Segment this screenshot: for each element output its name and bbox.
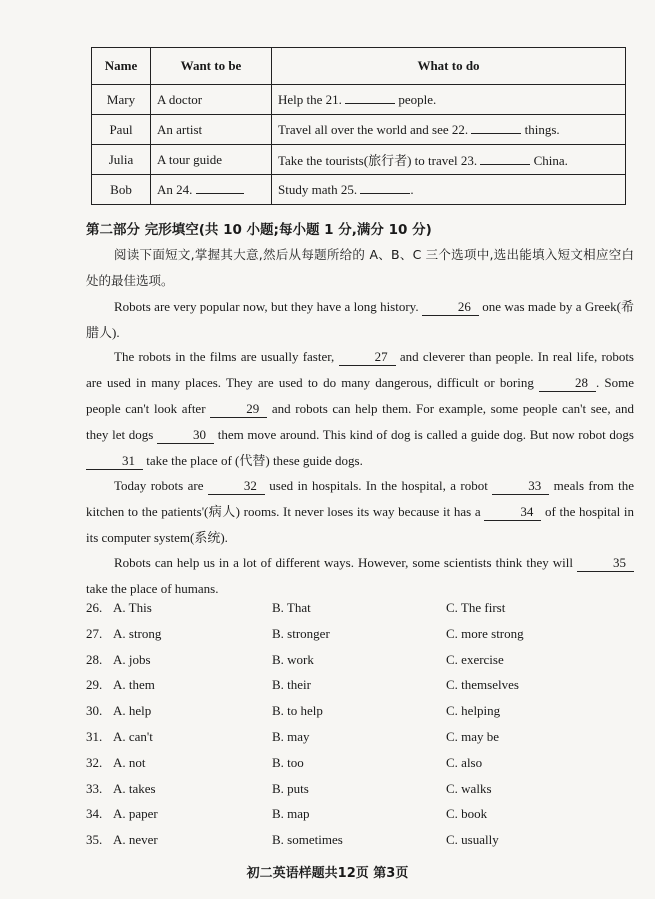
answer-options (86, 600, 636, 858)
passage-text: used in hospitals. In the hospital, a robot (264, 478, 493, 493)
passage-text: take the place of (代替) these guide dogs. (143, 453, 363, 468)
option-c[interactable]: C. The first (446, 600, 506, 615)
question-number: 35. (86, 832, 103, 848)
option-b[interactable]: B. That (272, 600, 311, 615)
header-want: Want to be (151, 48, 272, 85)
option-c[interactable]: C. helping (446, 703, 501, 719)
question-number: 33. (86, 780, 103, 796)
todo-text: China. (533, 153, 568, 168)
header-name: Name (92, 48, 151, 85)
header-todo: What to do (272, 48, 626, 85)
answer-blank[interactable] (360, 181, 410, 194)
blank-number[interactable]: 29 (210, 401, 267, 418)
passage-paragraph-4 (86, 550, 634, 602)
passage-paragraph-2 (86, 344, 634, 474)
question-number: 32. (86, 754, 103, 770)
cell-name: Paul (92, 115, 151, 145)
cell-todo (272, 145, 626, 175)
cell-want: An artist (151, 115, 272, 145)
blank-number[interactable]: 28 (539, 375, 596, 392)
career-table (91, 47, 626, 205)
passage-text: Robots can help us in a lot of different ways. However, some scientists think they will (114, 555, 577, 570)
cell-todo (272, 85, 626, 115)
option-row (86, 832, 636, 858)
option-b[interactable]: B. sometimes (272, 832, 343, 848)
cell-want: A tour guide (151, 145, 272, 175)
passage-text: Today robots are (114, 478, 208, 493)
option-row (86, 806, 636, 832)
answer-blank[interactable] (480, 152, 530, 165)
question-number: 28. (86, 651, 103, 667)
todo-text: people. (398, 92, 437, 107)
option-b[interactable]: B. stronger (272, 625, 330, 641)
option-c[interactable]: C. also (446, 754, 483, 770)
option-a[interactable]: A. takes (113, 780, 156, 796)
option-b[interactable]: B. work (272, 651, 314, 667)
option-row (86, 729, 636, 755)
cell-name: Mary (92, 85, 151, 115)
table-row (92, 85, 626, 115)
question-number: 31. (86, 728, 103, 744)
option-a[interactable]: A. can't (113, 728, 153, 744)
question-number: 34. (86, 806, 103, 822)
todo-text: Take the tourists(旅行者) to travel 23. (278, 153, 478, 168)
option-a[interactable]: A. jobs (113, 651, 151, 667)
option-row (86, 600, 636, 626)
answer-blank[interactable] (196, 181, 244, 194)
question-number: 29. (86, 677, 103, 693)
todo-text: Help the 21. (278, 92, 342, 107)
todo-text: Travel all over the world and see 22. (278, 122, 469, 137)
option-row (86, 677, 636, 703)
section-title: 第二部分 完形填空(共 10 小题;每小题 1 分,满分 10 分) (86, 222, 432, 238)
blank-number[interactable]: 27 (339, 349, 396, 366)
blank-number[interactable]: 33 (492, 478, 549, 495)
todo-text: Study math 25. (278, 182, 358, 197)
option-c[interactable]: C. themselves (446, 677, 519, 693)
option-b[interactable]: B. may (272, 728, 310, 744)
todo-text: . (410, 182, 414, 197)
blank-number[interactable]: 26 (422, 299, 479, 316)
passage-text: and robots can help them. For example, some people can't see, and they let dogs (86, 401, 634, 442)
passage-text: The robots in the films are usually faster, (114, 349, 339, 364)
option-a[interactable]: A. This (113, 600, 152, 615)
blank-number[interactable]: 30 (157, 427, 214, 444)
option-c[interactable]: C. may be (446, 728, 500, 744)
question-number: 26. (86, 600, 103, 615)
passage-text: take the place of humans. (86, 581, 219, 596)
option-row (86, 755, 636, 781)
passage-text: one was made by a Greek(希腊人). (86, 299, 635, 340)
want-text: An 24. (157, 182, 193, 197)
option-a[interactable]: A. help (113, 703, 152, 719)
table-row (92, 175, 626, 205)
cell-want (151, 175, 272, 205)
option-row (86, 652, 636, 678)
option-a[interactable]: A. not (113, 754, 146, 770)
option-a[interactable]: A. them (113, 677, 155, 693)
instructions: 阅读下面短文,掌握其大意,然后从每题所给的 A、B、C 三个选项中,选出能填入短文相应空白处的最佳选项。 (86, 247, 634, 288)
option-b[interactable]: B. too (272, 754, 304, 770)
option-b[interactable]: B. their (272, 677, 311, 693)
passage-paragraph-3 (86, 473, 634, 551)
option-b[interactable]: B. puts (272, 780, 309, 796)
cell-name: Julia (92, 145, 151, 175)
option-c[interactable]: C. exercise (446, 651, 504, 667)
option-a[interactable]: A. never (113, 832, 158, 848)
option-c[interactable]: C. book (446, 806, 488, 822)
option-c[interactable]: C. walks (446, 780, 492, 796)
question-number: 27. (86, 625, 103, 641)
option-b[interactable]: B. to help (272, 703, 323, 719)
option-c[interactable]: C. more strong (446, 625, 524, 641)
cell-want: A doctor (151, 85, 272, 115)
option-row (86, 703, 636, 729)
blank-number[interactable]: 35 (577, 555, 634, 572)
passage-text: of the hospital in its computer system(系统). (86, 504, 635, 545)
blank-number[interactable]: 34 (484, 504, 541, 521)
table-row (92, 145, 626, 175)
passage-text: . Some people can't look after (86, 375, 634, 416)
passage-text: Robots are very popular now, but they have a long history. (114, 299, 422, 314)
option-a[interactable]: A. strong (113, 625, 162, 641)
option-row (86, 781, 636, 807)
option-b[interactable]: B. map (272, 806, 310, 822)
passage-paragraph-1 (86, 294, 634, 346)
cell-name: Bob (92, 175, 151, 205)
option-row (86, 626, 636, 652)
blank-number[interactable]: 31 (86, 453, 143, 470)
todo-text: things. (524, 122, 560, 137)
page-footer: 初二英语样题共12页 第3页 (246, 866, 409, 881)
question-number: 30. (86, 703, 103, 719)
blank-number[interactable]: 32 (208, 478, 265, 495)
answer-blank[interactable] (471, 121, 521, 134)
passage-text: meals from the kitchen to the patients'(病人) rooms. It never loses its way because it has a (86, 478, 634, 519)
answer-blank[interactable] (345, 91, 395, 104)
table-header-row (92, 48, 626, 85)
passage-text: them move around. This kind of dog is called a guide dog. But now robot dogs (214, 427, 634, 442)
cell-todo (272, 175, 626, 205)
table-row (92, 115, 626, 145)
passage-text: and cleverer than people. In real life, robots are used in many places. They are used to do many dangerous, difficult or boring (86, 349, 634, 390)
cell-todo (272, 115, 626, 145)
option-c[interactable]: C. usually (446, 832, 499, 848)
option-a[interactable]: A. paper (113, 806, 158, 822)
